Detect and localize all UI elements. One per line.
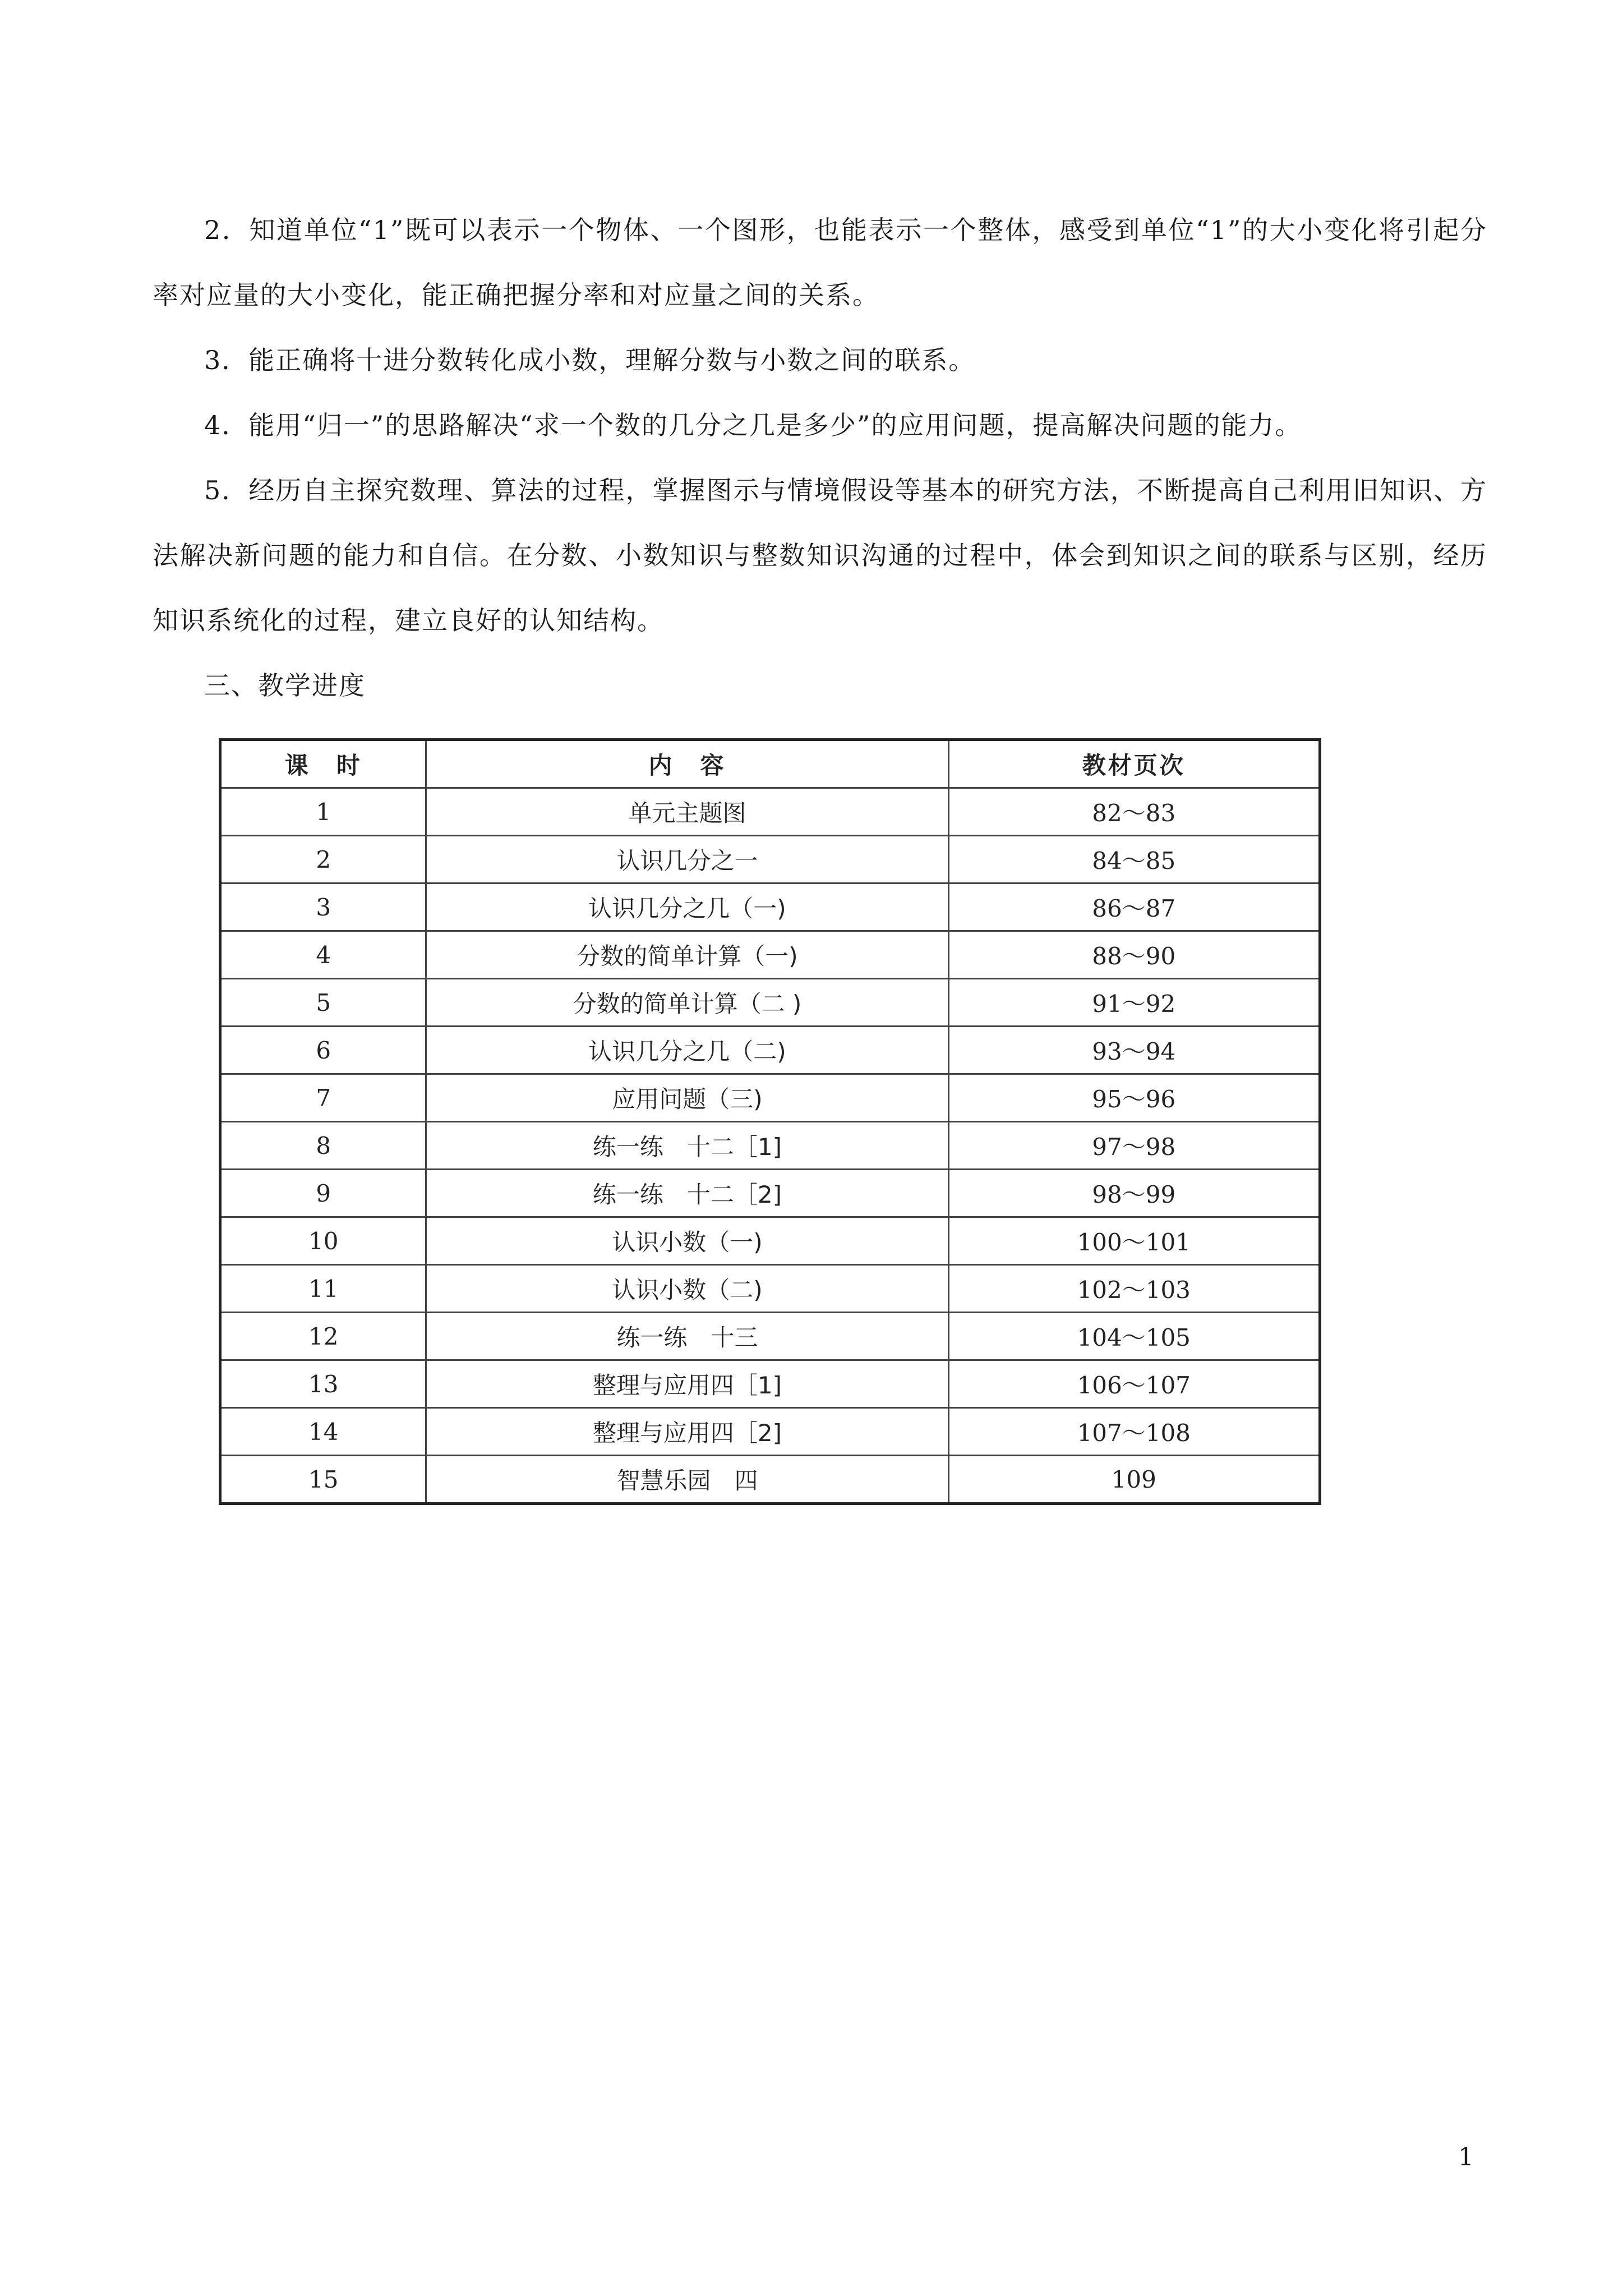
content-cell: 整理与应用四［2]: [426, 1408, 948, 1456]
lesson-cell: 14: [220, 1408, 426, 1456]
section-heading: 三、教学进度: [204, 670, 366, 701]
table-row: [220, 1170, 1320, 1217]
content-cell: 认识小数（一): [426, 1217, 948, 1265]
table-row: [220, 1217, 1320, 1265]
content-cell: 分数的简单计算（二 ): [426, 979, 948, 1027]
pages-cell: 104～105: [948, 1313, 1320, 1360]
header-pages: 教材页次: [948, 740, 1320, 788]
content-cell: 智慧乐园 四: [426, 1456, 948, 1504]
pages-cell: 93～94: [948, 1027, 1320, 1074]
content-cell: 单元主题图: [426, 788, 948, 836]
table-row: [220, 884, 1320, 931]
content-cell: 认识几分之几（二): [426, 1027, 948, 1074]
pages-cell: 95～96: [948, 1074, 1320, 1122]
lesson-cell: 12: [220, 1313, 426, 1360]
content-cell: 认识小数（二): [426, 1265, 948, 1313]
pages-cell: 98～99: [948, 1170, 1320, 1217]
header-lesson: 课 时: [220, 740, 426, 788]
table-row: [220, 931, 1320, 979]
pages-cell: 109: [948, 1456, 1320, 1504]
lesson-cell: 10: [220, 1217, 426, 1265]
table-row: [220, 788, 1320, 836]
page-number: 1: [1458, 2143, 1474, 2171]
lesson-cell: 6: [220, 1027, 426, 1074]
lesson-cell: 11: [220, 1265, 426, 1313]
lesson-cell: 1: [220, 788, 426, 836]
lesson-cell: 9: [220, 1170, 426, 1217]
table-row: [220, 1408, 1320, 1456]
lesson-cell: 13: [220, 1360, 426, 1408]
pages-cell: 102～103: [948, 1265, 1320, 1313]
lesson-cell: 7: [220, 1074, 426, 1122]
objective-paragraph-2: 2．知道单位“1”既可以表示一个物体、一个图形，也能表示一个整体，感受到单位“1”的大小变化将引起分率对应量的大小变化，能正确把握分率和对应量之间的关系。: [153, 215, 1487, 310]
lesson-cell: 15: [220, 1456, 426, 1504]
table-row: [220, 979, 1320, 1027]
table-row: [220, 1313, 1320, 1360]
table-row: [220, 1027, 1320, 1074]
content-cell: 练一练 十二［1]: [426, 1122, 948, 1170]
lesson-cell: 5: [220, 979, 426, 1027]
lesson-cell: 4: [220, 931, 426, 979]
content-cell: 应用问题（三): [426, 1074, 948, 1122]
objective-paragraph-5: 5．经历自主探究数理、算法的过程，掌握图示与情境假设等基本的研究方法，不断提高自己利用旧知识、方法解决新问题的能力和自信。在分数、小数知识与整数知识沟通的过程中，体会到知识之间的联系与区别，经历知识系统化的过程，建立良好的认知结构。: [153, 475, 1487, 636]
content-cell: 练一练 十二［2]: [426, 1170, 948, 1217]
table-row: [220, 1456, 1320, 1504]
pages-cell: 97～98: [948, 1122, 1320, 1170]
pages-cell: 106～107: [948, 1360, 1320, 1408]
content-cell: 练一练 十三: [426, 1313, 948, 1360]
header-content: 内 容: [426, 740, 948, 788]
objective-paragraph-4: 4．能用“归一”的思路解决“求一个数的几分之几是多少”的应用问题，提高解决问题的能力。: [204, 410, 1302, 440]
content-cell: 整理与应用四［1]: [426, 1360, 948, 1408]
pages-cell: 100～101: [948, 1217, 1320, 1265]
pages-cell: 82～83: [948, 788, 1320, 836]
table-row: [220, 1074, 1320, 1122]
lesson-cell: 3: [220, 884, 426, 931]
content-cell: 认识几分之一: [426, 836, 948, 884]
pages-cell: 107～108: [948, 1408, 1320, 1456]
table-row: [220, 1360, 1320, 1408]
pages-cell: 91～92: [948, 979, 1320, 1027]
content-cell: 认识几分之几（一): [426, 884, 948, 931]
table-row: [220, 1122, 1320, 1170]
objective-paragraph-3: 3．能正确将十进分数转化成小数，理解分数与小数之间的联系。: [204, 345, 976, 375]
pages-cell: 88～90: [948, 931, 1320, 979]
pages-cell: 86～87: [948, 884, 1320, 931]
lesson-cell: 2: [220, 836, 426, 884]
lesson-cell: 8: [220, 1122, 426, 1170]
teaching-schedule-table: [219, 738, 1321, 1505]
content-cell: 分数的简单计算（一): [426, 931, 948, 979]
table-header-row: [220, 740, 1320, 788]
table-row: [220, 836, 1320, 884]
table-row: [220, 1265, 1320, 1313]
pages-cell: 84～85: [948, 836, 1320, 884]
